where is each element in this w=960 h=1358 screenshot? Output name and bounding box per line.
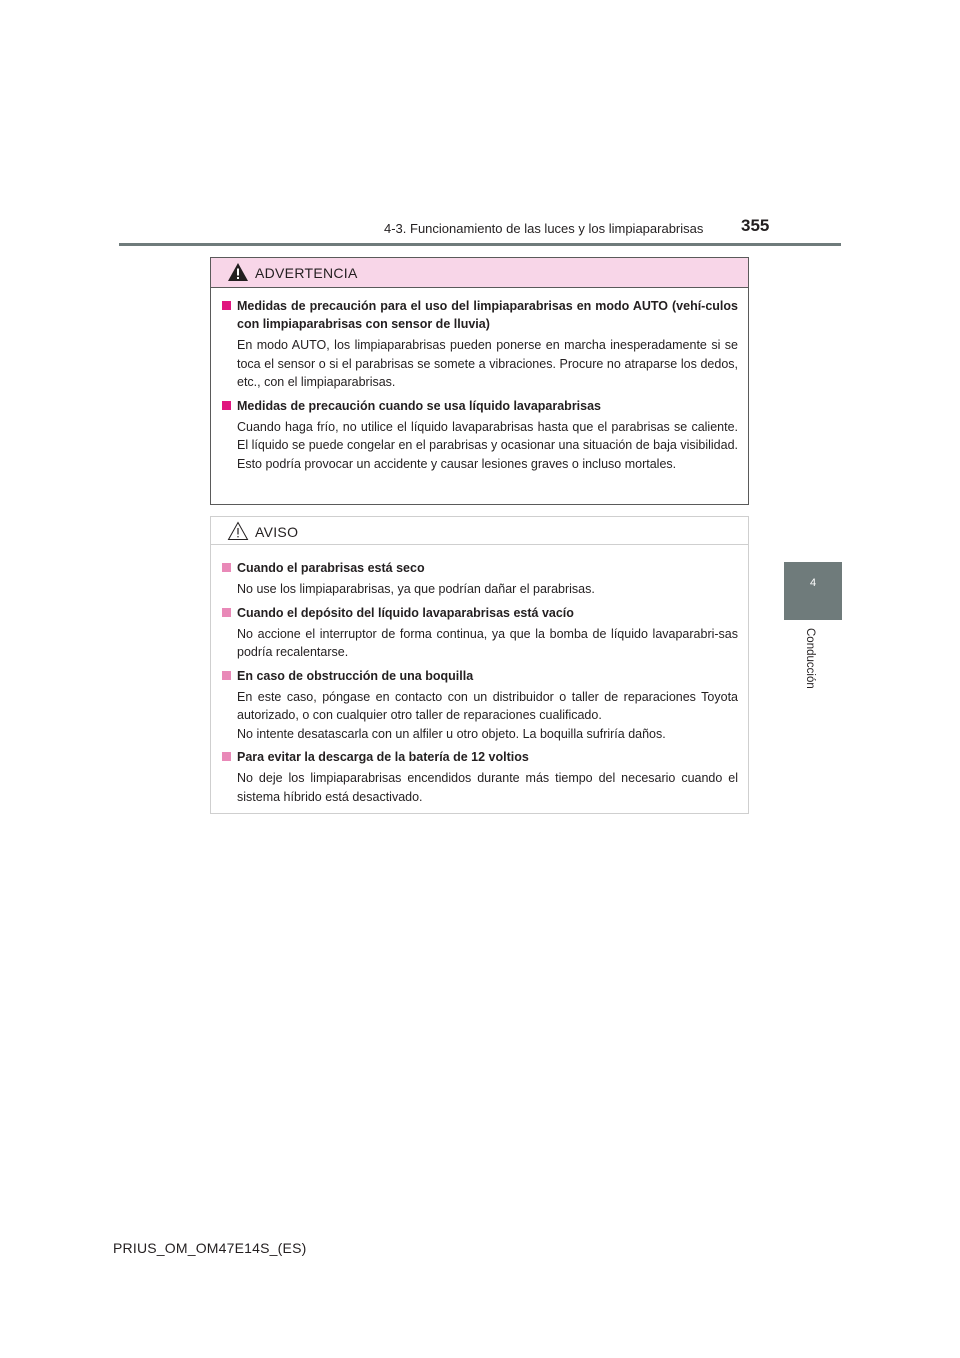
bullet-square-icon <box>222 301 231 310</box>
notice-header <box>211 517 748 545</box>
notice-item-body: En este caso, póngase en contacto con un distribuidor o taller de reparaciones Toyota autorizado, o con cualquier otro taller de reparaciones cualificado. <box>237 689 738 722</box>
chapter-label-text: Conducción <box>804 628 816 689</box>
notice-item-body: No deje los limpiaparabrisas encendidos durante más tiempo del necesario cuando el sistema híbrido está desactivado. <box>237 771 738 804</box>
warning-item-heading-text: Medidas de precaución para el uso del limpiaparabrisas en modo AUTO (vehí-culos con limpiaparabrisas con sensor de lluvia) <box>237 299 738 331</box>
warning-item-heading <box>220 297 738 333</box>
warning-item-heading-text: Medidas de precaución cuando se usa líquido lavaparabrisas <box>237 398 602 413</box>
notice-item-heading-text: Cuando el depósito del líquido lavaparabrisas está vacío <box>237 605 574 620</box>
bullet-square-icon <box>222 608 231 617</box>
notice-item-heading-text: Para evitar la descarga de la batería de 12 voltios <box>237 750 529 764</box>
warning-item-body: Cuando haga frío, no utilice el líquido lavaparabrisas hasta que el parabrisas se caliente. El líquido se puede congelar en el parabrisas y ocasionar una situación de baja visibilidad. Esto podría provocar un accidente y causar lesiones graves o incluso mortales. <box>237 419 738 471</box>
header-divider <box>119 243 841 246</box>
chapter-tab[interactable] <box>784 562 842 620</box>
notice-body <box>211 545 748 806</box>
notice-item-heading <box>220 667 738 685</box>
bullet-square-icon <box>222 752 231 761</box>
notice-title: AVISO <box>255 524 299 540</box>
warning-item-heading <box>220 397 738 415</box>
warning-box <box>210 257 749 505</box>
bullet-square-icon <box>222 563 231 572</box>
chapter-label <box>804 628 820 708</box>
notice-item-heading-text: Cuando el parabrisas está seco <box>237 561 425 575</box>
notice-item-body: No accione el interruptor de forma continua, ya que la bomba de líquido lavaparabri-sas podría recalentarse. <box>237 626 738 659</box>
warning-header <box>211 258 748 288</box>
notice-box <box>210 516 749 814</box>
warning-item-body: En modo AUTO, los limpiaparabrisas pueden ponerse en marcha inesperadamente si se toca el sensor o si el parabrisas se somete a vibraciones. Procure no atraparse los dedos, etc., con el limpiaparabrisas. <box>237 338 738 389</box>
bullet-square-icon <box>222 671 231 680</box>
warning-body <box>211 288 748 473</box>
notice-item-body: No intente desatascarla con un alfiler u otro objeto. La boquilla sufriría daños. <box>237 726 666 741</box>
warning-triangle-icon <box>227 262 249 282</box>
notice-item-heading <box>220 604 738 622</box>
notice-triangle-icon <box>227 521 249 541</box>
chapter-number: 4 <box>809 577 817 589</box>
notice-item-heading <box>220 748 738 766</box>
notice-item-body: No use los limpiaparabrisas, ya que podrían dañar el parabrisas. <box>237 582 595 596</box>
warning-title: ADVERTENCIA <box>255 265 358 281</box>
notice-item-heading-text: En caso de obstrucción de una boquilla <box>237 668 474 683</box>
section-title: 4-3. Funcionamiento de las luces y los limpiaparabrisas <box>384 221 704 236</box>
page-number: 355 <box>741 216 770 235</box>
bullet-square-icon <box>222 401 231 410</box>
document-code: PRIUS_OM_OM47E14S_(ES) <box>113 1240 307 1256</box>
notice-item-heading <box>220 559 738 577</box>
